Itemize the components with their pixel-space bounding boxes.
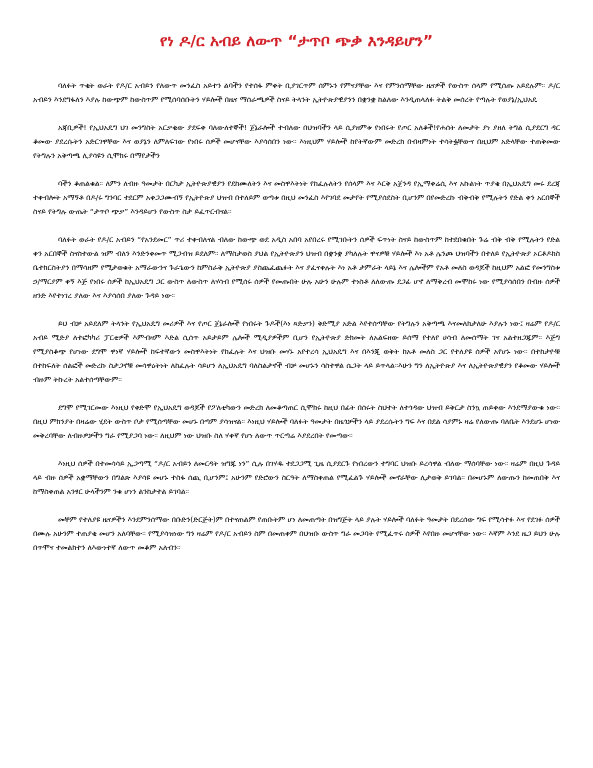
paragraph-7: እነዚህ ሰዎች በተመሳሳይ ኢጋጣሚ “ዶ/ር አብይን ለመርዳት ዝግጁ ነን” ሲሉ በገሃዱ ተደጋጋሚ ጊዜ ሲያደርጉ የነበረውን ተግባር ህዝቡ ይረሳዋል ብለው ማሰባቸው ነው። ዛሬም በዚህ ጉዳይ ላይ ብዙ ሰዎች አቋማቸውን በግልጽ እያሳዩ መሆኑ ተስፋ ሰጪ ቢሆንም፤ አሁንም የድሮውን ስርዓት ለማስቀጠል የሚፈልጉ ሃይሎች መኖራቸው ሊታወቅ ይገባል። በመሆኑም ለውጡን ከመጠበቅ እና ከማስቀጠል አንፃር ሁላችንም ንቁ ሆነን ልንከታተል ይገባል። bbox=[33, 459, 560, 496]
paragraph-4: ባለፉት ወራት የዶ/ር አብይን “የአንደመር” ጥሪ ተቀብለናል ብለው ከውጭ ወደ አዲስ አበባ አየበረሩ የሚገቡትን ሰዎች ፍጥነት ስናይ ከውስጥም ከተደበቁበት ጉሬ ብቅ ብቅ የሚሉትን የድል ቀን አርበኞች ስናስተውል ዝም ብለን እንድንቀመጥ ሚጋብዝ ይደለም። ለማስታወስ ያህል የኢትዮጵያን ህዝብ በቋንቋ ያካለሉት ዋናዎቹ ሃይሎች እነ አቶ ሌንጮ ህዝባችን በተለይ የኢትዮጵያ ኦርቶዶክስ ቤተክርስትያን በማሳዘም የሚታወቁት አማራውንና ጉራጌውን ከምስራቅ ኢትዮጵያ ያስጨፈጨፉት እና ያፈናቀሉት እነ አቶ ታምራት ላይኔ እና ሌሎችም የአቶ መለስ ወዳጆች ከዚህም አልፎ የመንግስቱ ኃ/ማርያም ቀኝ እጅ የነበሩ ሰዎች ከኢህአዴግ ጋር ውስጥ ለውስጥ ለሃሳብ የሚሰሩ ሰዎች የመጡበት ሁሉ አሁን ሁሉም ተነስቶ ለለውጡ ደጋፊ ሆኖ ለማቅረብ መሞከሩ ነው የሚያሳሰበን በብዙ ሰዎች ዘንድ እየተነገረ ያለው እና እያሳሰበ ያለው ጉዳይ ነው። bbox=[33, 235, 560, 300]
document-title: የነ ዶ/ር አብይ ለውጥ “ታጥቦ ጭቃ እንዳይሆን” bbox=[159, 32, 434, 50]
paragraph-8: መቸም የተለያዩ ዜናዎችን እንደምንሰማው በቡድን(ድርጅት)ም በተናጠልም የጠቡትም ሆነ ለመጠጣት በዝግጅት ላይ ያሉት ሃይሎች ባለፉት ዓመታት በደረሰው ግፍ የሚሳተፉ እና የደገፉ ሰዎች በሙሉ አሁንም ተጠያቂ መሆን አለባቸው። የሚያሳዝነው ግን ዛሬም የዶ/ር አብይን ስም በመጠቀም በህዝቡ ውስጥ ግራ መጋባት የሚፈጥሩ ሰዎች እየበዙ መሆናቸው ነው። እኛም እንደ ዜጋ ይህን ሁሉ በጥሞና ተመልክተን ለእውነተኛ ለውጥ መቆም አለብን። bbox=[33, 515, 560, 552]
paragraph-2: አጃቢዎች! የኢህአዴግ ህገ መንግስት አርቃቂው ያደፍቀ ባለውለተኞች! ጀኔራሎች ተብለው በህዝባችን ላይ ሲያዘምቱ የነበሩት የጦር አለቆች!የሐሰት ለመታት ያነ ያዘለ ትግል ሲያደርግ ዳር ቆመው ያደረሱትን አድርገዋቸው እና ወያኔን ለምለፍገው የነበሩ ሰዎች መሆናቸው እያሳሰበን ነው። እነዚህም ሃይሎች ከየትኛውም መድረክ በብዛምነት ተሳትፏቸውና በዚህም አድላቸው ተጠቅመው የትግሉን አቅጣጫ ሊያሳዩን ሲሞክሩ በማየታችን bbox=[33, 123, 560, 160]
paragraph-1: ባለፉት ጥቂት ወራት የዶ/ር አብይን የለውጥ መንፈስ አይተን ልባችን የተሰፋ ምቀት ቢያገርጥም ሰምኑን የምናያቸው እና የምንሰማቸው ዜናዎች የውስጥ ሰላም የሚሰጡ አይደሉም። ዶ/ር አብይን እንደግፋለን እያሉ ከውጭም ከውስጥም የሚሰባሰቡትን ሃይሎች በዜና ማሰራጫዎች ስናይ ትላንት ኢትዮጵያዊያንን በቋንቋ ከልለው እንዲጠላለፉ ትልቅ መሰረት የጣሉት የወያኔ/ኢህአዴ bbox=[33, 81, 560, 104]
paragraph-5: ይህ ብቻ አይደለም ትላንት የኢህአዴግ መሪዎች እና የጦር ጀኔራሎች የነበሩት ጉዶች(እነ ጻድቃን) ቅድሚያ አድል እየተሰጣቸው የትግሉን አቅጣጫ እናመለክታለሁ እያሉን ነው፤ ዛሬም የዶ/ር አብይ ሚድያ ለተፎካካሪ ፓርቲዎች እምብዛም እድል ሲሰጥ አይታይም ሌሎች ሚዲያዎችም ቢሆን የኢትዮጵያ ድክመት ለአልፍዘው ይሰማ የተለየ ሀሳብ ለመሰማት ገና አልተዘጋጁም። እጅግ የሚያስቆጭ የሆነው ደግሞ ዋነኛ ሃይሎች ከፍተኛውን መስዋእትነት የከፈሉት እና ህዝቡ መሃኑ አየተረሳ ኢህአዴግ እና በእንጂ ወቅት ከአቶ መለስ ጋር የተለያዩ ሰዎች አየሆኑ ነው። በተከታዮቹ በተከፍለት ሰልፎች መድረኩ ስታጋኖቹ መሳዋዕትነት ለከፈሉት ሳይሆን ለኢህአዴግ ባለስልታኖች ብቻ መሆኑን ሳስተዋል ሴጋት ላይ ይጥላል።እሁን ግን ለኢትዮጵያ እና ለኢትዮጵያዊያን የቆመው ሃይሎች ብዙም ትኩረት አልተሰጣቸውም። bbox=[33, 319, 560, 384]
paragraph-3: ባችን ቆጠልቁል። ለምን ለብዙ ዓመታት በርካታ ኢትዮጵያዊያን የደከሙለትን እና መስዋእትነት የከፈሉለትን የሰላም እና እርቅ አጀንዳ የኢማቀሬሲ እና አኩልነት ጥያቄ በኢህአዴግ መሩ ደረጃ ተቀብሎት አማኝቶ በዶ/ሩ ግንባር ተደርም አቀጋጋሙብኝ የኢትዮጵያ ህዝብ በተለይም ወጣቱ በዚህ መንፈስ እየገባደ መታየት የሚያሰደስት ቢሆንም በየመድረኩ ብቅብቅ የሚሉትን የድል ቀን አርበኞች ስናይ የትግሉ ውጤት “ታጥቦ ጭቃ” እንዳይሆን የውስጥ ስታ ይፈጥርብናል። bbox=[33, 179, 560, 216]
article-body bbox=[33, 79, 560, 555]
paragraph-6: ደግሞ የሚገርመው እነዚህ የቀድሞ የኢህአዴግ ወዳጆች የፖለቲካውን መድረክ ለመቆጣጠር ሲሞክሩ ከዚህ በፊት በሰሩት ስህተት ለተጎዳው ህዝብ ይቅርታ ስንኳ ጠይቀው እንደማያውቁ ነው። በዚህ ምክንያት በዛሬው ሂደት ውስጥ ቦታ የሚሰጣቸው መሆኑ በጣም ያሳዝናል። እነዚህ ሃይሎች ባለፉት ዓመታት በዜጎቻችን ላይ ያደረሱትን ግፍ እና በደል ሳያምኑ ዛሬ የለውጡ ባለቤት እንደሆኑ ሆነው መቅረባቸው ለብዙዎቻችን ግራ የሚያጋባ ነው። ለዚህም ነው ህዝቡ ስለ ሃቀኛ የሆነ ለውጥ ጥርጣሬ እያደረበት የመጣው። bbox=[33, 403, 560, 440]
